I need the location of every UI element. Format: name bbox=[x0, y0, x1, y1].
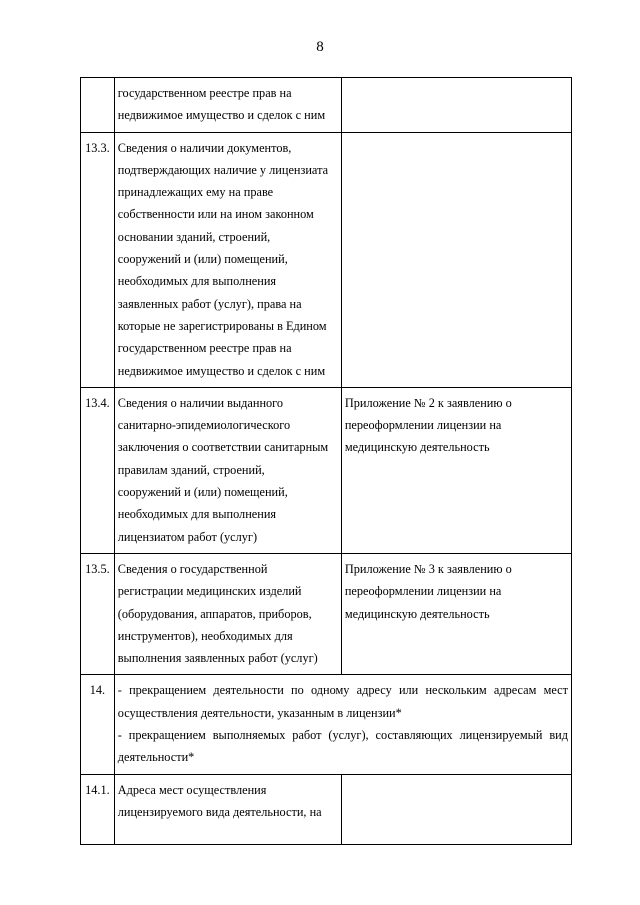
span-text-line: - прекращением деятельности по одному адресу или нескольким адресам мест bbox=[117, 683, 568, 698]
description-line: заявленных работ (услуг), права на bbox=[117, 296, 302, 311]
row-description bbox=[114, 78, 341, 133]
row-span-text bbox=[114, 675, 571, 774]
description-line: которые не зарегистрированы в Едином bbox=[117, 318, 327, 333]
row-description bbox=[114, 387, 341, 553]
span-text-line: - прекращением выполняемых работ (услуг), составляющих лицензируемый вид bbox=[117, 728, 568, 743]
row-number: 14.1. bbox=[81, 774, 115, 844]
value-line: переоформлении лицензии на bbox=[344, 584, 502, 599]
description-line: регистрации медицинских изделий bbox=[117, 584, 302, 599]
description-line: недвижимое имущество и сделок с ним bbox=[117, 108, 326, 123]
row-number: 13.3. bbox=[81, 132, 115, 387]
table-row bbox=[81, 675, 572, 774]
row-description bbox=[114, 132, 341, 387]
description-line: инструментов), необходимых для bbox=[117, 628, 293, 643]
description-line: Сведения о наличии выданного bbox=[117, 395, 284, 410]
row-value bbox=[341, 78, 571, 133]
description-line: выполнения заявленных работ (услуг) bbox=[117, 651, 318, 666]
value-line: Приложение № 3 к заявлению о bbox=[344, 561, 512, 576]
description-line: санитарно-эпидемиологического bbox=[117, 418, 291, 433]
description-line: государственном реестре прав на bbox=[117, 86, 292, 100]
table-row bbox=[81, 774, 572, 844]
description-line: необходимых для выполнения bbox=[117, 507, 277, 522]
description-line: Сведения о наличии документов, bbox=[117, 140, 292, 155]
description-line: правилам зданий, строений, bbox=[117, 462, 265, 477]
value-line: медицинскую деятельность bbox=[344, 440, 490, 455]
description-line: лицензиатом работ (услуг) bbox=[117, 529, 258, 544]
span-text-line: деятельности* bbox=[117, 750, 195, 765]
table-row bbox=[81, 132, 572, 387]
row-number: 14. bbox=[81, 675, 115, 774]
description-line: заключения о соответствии санитарным bbox=[117, 440, 329, 455]
page-number: 8 bbox=[316, 39, 324, 55]
description-line: сооружений и (или) помещений, bbox=[117, 485, 288, 500]
table-row bbox=[81, 387, 572, 553]
span-text-line: осуществления деятельности, указанным в лицензии* bbox=[117, 705, 402, 720]
description-line: необходимых для выполнения bbox=[117, 274, 277, 289]
description-line: собственности или на ином законном bbox=[117, 207, 314, 222]
application-table bbox=[80, 77, 572, 845]
description-line: недвижимое имущество и сделок с ним bbox=[117, 363, 326, 378]
value-line: медицинскую деятельность bbox=[344, 606, 490, 621]
description-line: подтверждающих наличие у лицензиата bbox=[117, 162, 329, 177]
table-row bbox=[81, 553, 572, 674]
value-line: Приложение № 2 к заявлению о bbox=[344, 395, 512, 410]
row-description bbox=[114, 553, 341, 674]
row-description bbox=[114, 774, 341, 844]
row-value bbox=[341, 387, 571, 553]
description-line: лицензируемого вида деятельности, на bbox=[117, 804, 322, 819]
table-row bbox=[81, 78, 572, 133]
description-line: Сведения о государственной bbox=[117, 561, 268, 576]
row-value bbox=[341, 774, 571, 844]
description-line: (оборудования, аппаратов, приборов, bbox=[117, 606, 312, 621]
row-number: 13.4. bbox=[81, 387, 115, 553]
description-line: сооружений и (или) помещений, bbox=[117, 252, 288, 267]
description-line: государственном реестре прав на bbox=[117, 341, 292, 356]
row-number bbox=[81, 78, 115, 133]
row-value bbox=[341, 132, 571, 387]
value-line: переоформлении лицензии на bbox=[344, 418, 502, 433]
description-line: основании зданий, строений, bbox=[117, 229, 271, 244]
row-value bbox=[341, 553, 571, 674]
description-line: Адреса мест осуществления bbox=[117, 782, 267, 797]
row-number: 13.5. bbox=[81, 553, 115, 674]
description-line: принадлежащих ему на праве bbox=[117, 185, 274, 200]
